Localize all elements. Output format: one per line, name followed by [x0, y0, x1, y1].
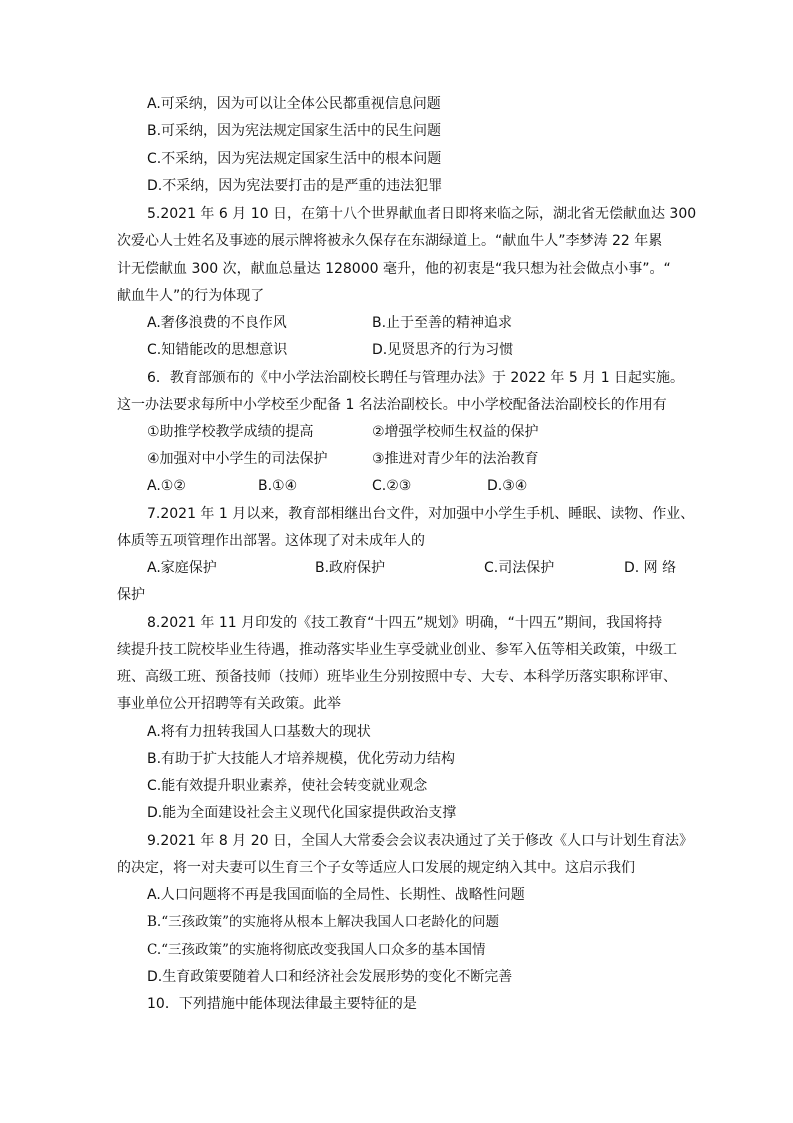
q8-option-a: A.将有力扭转我国人口基数大的现状: [147, 724, 371, 740]
q5-option-d: D.见贤思齐的行为习惯: [372, 342, 514, 358]
q8-stem-line-3: 班、高级工班、预备技师（技师）班毕业生分别按照中专、大专、本科学历落实职称评审、: [117, 669, 677, 685]
q8-option-c: C.能有效提升职业素养，使社会转变就业观念: [147, 778, 428, 794]
q6-item-2: ②增强学校师生权益的保护: [372, 424, 539, 440]
q5-stem-line-1: 5.2021 年 6 月 10 日，在第十八个世界献血者日即将来临之际，湖北省无偿献血达 300: [147, 206, 697, 222]
q7-option-a: A.家庭保护: [147, 560, 217, 576]
q7-option-d: D. 网 络: [624, 560, 677, 576]
q4-option-a: A.可采纳，因为可以让全体公民都重视信息问题: [147, 96, 441, 112]
q7-stem-line-1: 7.2021 年 1 月以来，教育部相继出台文件，对加强中小学生手机、睡眠、读物、作业、: [147, 506, 695, 522]
q5-stem-line-3: 计无偿献血 300 次，献血总量达 128000 毫升，他的初衷是“我只想为社会做点小事”。“: [117, 261, 671, 277]
q6-item-1: ①助推学校教学成绩的提高: [147, 424, 314, 440]
q6-item-3: ③推进对青少年的法治教育: [372, 451, 539, 467]
q7-option-b: B.政府保护: [315, 560, 386, 576]
q6-stem-line-2: 这一办法要求每所中小学校至少配备 1 名法治副校长。中小学校配备法治副校长的作用有: [117, 397, 667, 413]
q6-option-c: C.②③: [372, 478, 412, 494]
q10-stem-line-1: 10．下列措施中能体现法律最主要特征的是: [147, 996, 417, 1012]
q6-item-4: ④加强对中小学生的司法保护: [147, 451, 328, 467]
q9-option-c: C.“三孩政策”的实施将彻底改变我国人口众多的基本国情: [147, 942, 486, 958]
q5-option-b: B.止于至善的精神追求: [372, 315, 513, 331]
q6-option-a: A.①②: [147, 478, 186, 494]
q6-option-b: B.①④: [258, 478, 298, 494]
q5-option-c: C.知错能改的思想意识: [147, 342, 288, 358]
q9-option-a: A.人口问题将不再是我国面临的全局性、长期性、战略性问题: [147, 887, 525, 903]
q7-option-d-wrap: 保护: [117, 587, 145, 603]
q7-option-c: C.司法保护: [484, 560, 555, 576]
q9-option-d: D.生育政策要随着人口和经济社会发展形势的变化不断完善: [147, 969, 513, 985]
q7-stem-line-2: 体质等五项管理作出部署。这体现了对未成年人的: [117, 533, 425, 549]
q8-option-d: D.能为全面建设社会主义现代化国家提供政治支撑: [147, 805, 457, 821]
q4-option-c: C.不采纳，因为宪法规定国家生活中的根本问题: [147, 151, 442, 167]
q8-option-b: B.有助于扩大技能人才培养规模，优化劳动力结构: [147, 751, 456, 767]
q9-option-b: B.“三孩政策”的实施将从根本上解决我国人口老龄化的问题: [147, 914, 500, 930]
q4-option-b: B.可采纳，因为宪法规定国家生活中的民生问题: [147, 123, 442, 139]
q9-stem-line-1: 9.2021 年 8 月 20 日，全国人大常委会会议表决通过了关于修改《人口与计划生育法》: [147, 833, 693, 849]
q9-stem-line-2: 的决定，将一对夫妻可以生育三个子女等适应人口发展的规定纳入其中。这启示我们: [117, 860, 635, 876]
q5-stem-line-2: 次爱心人士姓名及事迹的展示牌将被永久保存在东湖绿道上。“献血牛人”李梦涛 22 年累: [117, 233, 663, 249]
q8-stem-line-2: 续提升技工院校毕业生待遇，推动落实毕业生享受就业创业、参军入伍等相关政策，中级工: [117, 642, 677, 658]
q8-stem-line-1: 8.2021 年 11 月印发的《技工教育“十四五”规划》明确，“十四五”期间，我国将持: [147, 615, 663, 631]
q8-stem-line-4: 事业单位公开招聘等有关政策。此举: [117, 696, 341, 712]
q4-option-d: D.不采纳，因为宪法要打击的是严重的违法犯罪: [147, 178, 443, 194]
q6-stem-line-1: 6．教育部颁布的《中小学法治副校长聘任与管理办法》于 2022 年 5 月 1 日起实施。: [147, 370, 685, 386]
q6-option-d: D.③④: [487, 478, 528, 494]
q5-option-a: A.奢侈浪费的不良作风: [147, 315, 287, 331]
q5-stem-line-4: 献血牛人”的行为体现了: [117, 288, 265, 304]
